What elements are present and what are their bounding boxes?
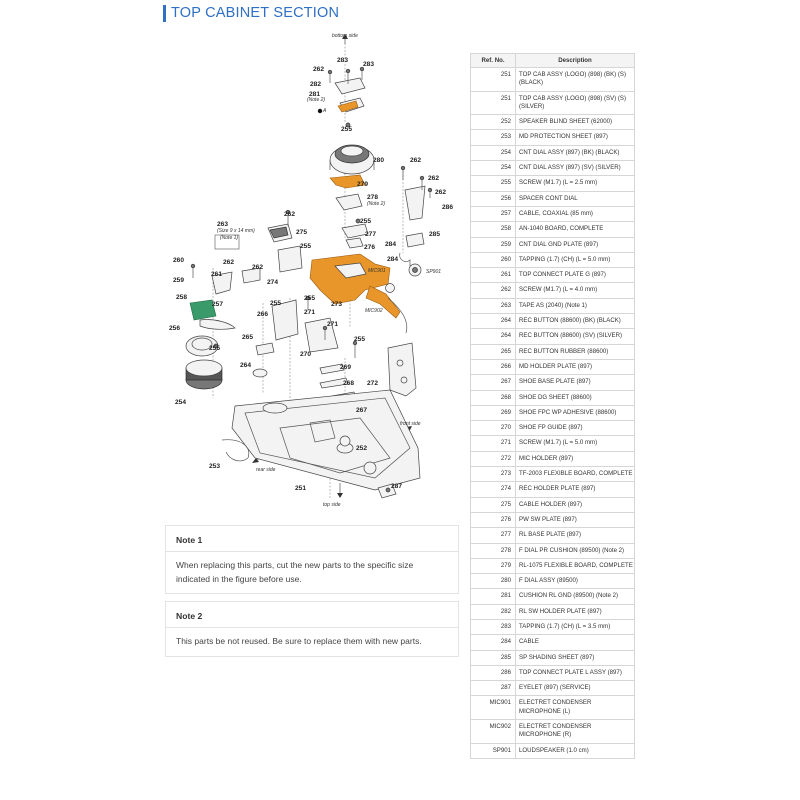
description-cell: CUSHION RL GND (89500) (Note 2) bbox=[516, 589, 635, 604]
table-row bbox=[471, 115, 635, 130]
description-cell: CNT DIAL GND PLATE (897) bbox=[516, 237, 635, 252]
label-rear-side: rear side bbox=[256, 467, 276, 473]
callout-264: 264 bbox=[240, 362, 252, 369]
description-cell: SPACER CONT DIAL bbox=[516, 191, 635, 206]
label-mic901: MIC901 bbox=[368, 268, 386, 274]
table-row bbox=[471, 237, 635, 252]
ref-number-cell: 254 bbox=[471, 145, 516, 160]
ref-number-cell: 264 bbox=[471, 314, 516, 329]
ref-number-cell: 265 bbox=[471, 344, 516, 359]
ref-number-cell: MIC902 bbox=[471, 720, 516, 744]
callout-265: 265 bbox=[242, 334, 254, 341]
ref-number-cell: 261 bbox=[471, 268, 516, 283]
description-cell: SCREW (M1.7) (L = 4.0 mm) bbox=[516, 283, 635, 298]
description-cell: TAPPING (1.7) (CH) (L = 5.0 mm) bbox=[516, 252, 635, 267]
ref-number-cell: MIC901 bbox=[471, 696, 516, 720]
table-row bbox=[471, 68, 635, 92]
callout-262: 262 bbox=[428, 175, 440, 182]
description-cell: SHOE FP GUIDE (897) bbox=[516, 421, 635, 436]
callout-255: 255 bbox=[354, 336, 366, 343]
ref-number-cell: 285 bbox=[471, 650, 516, 665]
description-cell: CNT DIAL ASSY (897) (BK) (BLACK) bbox=[516, 145, 635, 160]
label-mic902: MIC902 bbox=[365, 308, 383, 314]
note-2-text: This parts be not reused. Be sure to replace them with new parts. bbox=[176, 636, 422, 646]
table-row bbox=[471, 314, 635, 329]
note-1-text: When replacing this parts, cut the new parts to the specific size indicated in the figure before use. bbox=[176, 560, 414, 584]
description-cell: EYELET (897) (SERVICE) bbox=[516, 681, 635, 696]
description-cell: LOUDSPEAKER (1.0 cm) bbox=[516, 743, 635, 758]
table-row bbox=[471, 161, 635, 176]
callout-280: 280 bbox=[373, 157, 385, 164]
speaker-group bbox=[400, 166, 432, 276]
callout-276: 276 bbox=[364, 244, 376, 251]
label-note1: (Note 1) bbox=[220, 235, 239, 241]
callout-253: 253 bbox=[209, 463, 221, 470]
label-a-marker: A bbox=[323, 108, 327, 114]
rec-holder-group bbox=[191, 210, 302, 294]
table-row bbox=[471, 574, 635, 589]
note-1-title: Note 1 bbox=[166, 526, 458, 552]
ref-number-cell: 267 bbox=[471, 375, 516, 390]
callout-286: 286 bbox=[442, 204, 454, 211]
callout-271: 271 bbox=[327, 321, 339, 328]
callout-255: 255 bbox=[209, 345, 221, 352]
table-row bbox=[471, 359, 635, 374]
ref-number-cell: 264 bbox=[471, 329, 516, 344]
ref-number-cell: 283 bbox=[471, 619, 516, 634]
table-row bbox=[471, 268, 635, 283]
callout-262: 262 bbox=[223, 259, 235, 266]
note-2-box bbox=[165, 601, 459, 657]
callout-282: 282 bbox=[310, 81, 322, 88]
table-row bbox=[471, 176, 635, 191]
description-cell: F DIAL PR CUSHION (89500) (Note 2) bbox=[516, 543, 635, 558]
description-cell: REC HOLDER PLATE (897) bbox=[516, 482, 635, 497]
callout-275: 275 bbox=[296, 229, 308, 236]
callout-262: 262 bbox=[313, 66, 325, 73]
description-cell: SP SHADING SHEET (897) bbox=[516, 650, 635, 665]
table-row bbox=[471, 589, 635, 604]
callout-274: 274 bbox=[267, 279, 279, 286]
table-row bbox=[471, 191, 635, 206]
callout-281: 281 bbox=[309, 91, 321, 98]
top-cabinet bbox=[222, 390, 420, 490]
callout-269: 269 bbox=[340, 364, 352, 371]
table-row bbox=[471, 635, 635, 650]
callout-255: 255 bbox=[270, 300, 282, 307]
table-row bbox=[471, 91, 635, 115]
callout-272: 272 bbox=[367, 380, 379, 387]
description-cell: SHOE BASE PLATE (897) bbox=[516, 375, 635, 390]
callout-278: 278 bbox=[367, 194, 379, 201]
table-row bbox=[471, 650, 635, 665]
ref-number-cell: 258 bbox=[471, 222, 516, 237]
table-row bbox=[471, 436, 635, 451]
ref-number-cell: 270 bbox=[471, 421, 516, 436]
description-cell: RL BASE PLATE (897) bbox=[516, 528, 635, 543]
ref-number-cell: 279 bbox=[471, 558, 516, 573]
description-cell: TOP CAB ASSY (LOGO) (898) (BK) (S) (BLACK) bbox=[516, 68, 635, 92]
table-row bbox=[471, 451, 635, 466]
header-ref-no: Ref. No. bbox=[471, 54, 516, 68]
ref-number-cell: 284 bbox=[471, 635, 516, 650]
table-row bbox=[471, 528, 635, 543]
ref-number-cell: SP901 bbox=[471, 743, 516, 758]
ref-number-cell: 280 bbox=[471, 574, 516, 589]
table-row bbox=[471, 497, 635, 512]
callout-285: 285 bbox=[429, 231, 441, 238]
ref-number-cell: 259 bbox=[471, 237, 516, 252]
description-cell: REC BUTTON RUBBER (88600) bbox=[516, 344, 635, 359]
table-row bbox=[471, 482, 635, 497]
callout-270: 270 bbox=[300, 351, 312, 358]
description-cell: TAPPING (1.7) (CH) (L = 3.5 mm) bbox=[516, 619, 635, 634]
label-note2-b: (Note 2) bbox=[367, 201, 386, 207]
table-row bbox=[471, 720, 635, 744]
note-2-title: Note 2 bbox=[166, 602, 458, 628]
ref-number-cell: 255 bbox=[471, 176, 516, 191]
description-cell: SHOE DG SHEET (88600) bbox=[516, 390, 635, 405]
description-cell: CNT DIAL ASSY (897) (SV) (SILVER) bbox=[516, 161, 635, 176]
table-row bbox=[471, 743, 635, 758]
table-header-row bbox=[471, 54, 635, 68]
table-row bbox=[471, 619, 635, 634]
callout-254: 254 bbox=[175, 399, 187, 406]
ref-number-cell: 256 bbox=[471, 191, 516, 206]
description-cell: TF-2003 FLEXIBLE BOARD, COMPLETE bbox=[516, 467, 635, 482]
header-description: Description bbox=[516, 54, 635, 68]
callout-266: 266 bbox=[257, 311, 269, 318]
table-row bbox=[471, 512, 635, 527]
table-row bbox=[471, 344, 635, 359]
callout-273: 273 bbox=[331, 301, 343, 308]
ref-number-cell: 262 bbox=[471, 283, 516, 298]
description-cell: TOP CAB ASSY (LOGO) (898) (SV) (S) (SILVER) bbox=[516, 91, 635, 115]
ref-number-cell: 275 bbox=[471, 497, 516, 512]
table-row bbox=[471, 390, 635, 405]
description-cell: CABLE, COAXIAL (85 mm) bbox=[516, 206, 635, 221]
callout-258: 258 bbox=[176, 294, 188, 301]
table-row bbox=[471, 252, 635, 267]
description-cell: RL-1075 FLEXIBLE BOARD, COMPLETE bbox=[516, 558, 635, 573]
table-row bbox=[471, 130, 635, 145]
ref-number-cell: 277 bbox=[471, 528, 516, 543]
callout-284: 284 bbox=[385, 241, 397, 248]
ref-number-cell: 271 bbox=[471, 436, 516, 451]
label-size-note: (Size 9 x 14 mm) bbox=[217, 228, 255, 234]
callout-255: 255 bbox=[341, 126, 353, 133]
table-row bbox=[471, 329, 635, 344]
description-cell: TOP CONNECT PLATE G (897) bbox=[516, 268, 635, 283]
section-title bbox=[163, 4, 339, 22]
callout-271: 271 bbox=[304, 309, 316, 316]
callout-277: 277 bbox=[365, 231, 377, 238]
ref-number-cell: 273 bbox=[471, 467, 516, 482]
page-title: TOP CABINET SECTION bbox=[171, 5, 340, 21]
table-row bbox=[471, 696, 635, 720]
ref-number-cell: 287 bbox=[471, 681, 516, 696]
callout-268: 268 bbox=[343, 380, 355, 387]
callout-255: 255 bbox=[304, 295, 316, 302]
ref-number-cell: 252 bbox=[471, 115, 516, 130]
table-row bbox=[471, 681, 635, 696]
ref-number-cell: 251 bbox=[471, 91, 516, 115]
callout-252: 252 bbox=[356, 445, 368, 452]
table-row bbox=[471, 283, 635, 298]
description-cell: CABLE HOLDER (897) bbox=[516, 497, 635, 512]
label-sp901: SP901 bbox=[426, 269, 442, 275]
label-front-side: front side bbox=[400, 421, 421, 427]
ref-number-cell: 260 bbox=[471, 252, 516, 267]
callout-260: 260 bbox=[173, 257, 185, 264]
ref-number-cell: 286 bbox=[471, 665, 516, 680]
exploded-diagram bbox=[160, 28, 460, 520]
callout-262: 262 bbox=[284, 211, 296, 218]
label-bottom-side: bottom side bbox=[332, 33, 358, 39]
ref-number-cell: 276 bbox=[471, 512, 516, 527]
ref-number-cell: 281 bbox=[471, 589, 516, 604]
callout-279: 279 bbox=[357, 181, 369, 188]
description-cell: ELECTRET CONDENSER MICROPHONE (R) bbox=[516, 720, 635, 744]
mic-holder bbox=[388, 343, 416, 396]
callout-267: 267 bbox=[356, 407, 368, 414]
description-cell: TAPE AS (2040) (Note 1) bbox=[516, 298, 635, 313]
ref-number-cell: 263 bbox=[471, 298, 516, 313]
label-note2-a: (Note 2) bbox=[307, 97, 326, 103]
description-cell: SCREW (M1.7) (L = 5.0 mm) bbox=[516, 436, 635, 451]
ref-number-cell: 253 bbox=[471, 130, 516, 145]
table-row bbox=[471, 543, 635, 558]
callout-263: 263 bbox=[217, 221, 229, 228]
table-row bbox=[471, 665, 635, 680]
callout-251: 251 bbox=[295, 485, 307, 492]
callout-287: 287 bbox=[391, 483, 403, 490]
callout-259: 259 bbox=[173, 277, 185, 284]
note-1-box bbox=[165, 525, 459, 594]
table-row bbox=[471, 604, 635, 619]
callout-283: 283 bbox=[337, 57, 349, 64]
title-accent-bar bbox=[163, 5, 166, 22]
callout-255: 255 bbox=[300, 243, 312, 250]
parts-table-body bbox=[471, 68, 635, 759]
label-top-side: top side bbox=[323, 502, 341, 508]
callout-255: 255 bbox=[360, 218, 372, 225]
description-cell: F DIAL ASSY (89500) bbox=[516, 574, 635, 589]
description-cell: ELECTRET CONDENSER MICROPHONE (L) bbox=[516, 696, 635, 720]
table-row bbox=[471, 421, 635, 436]
description-cell: SHOE FPC WP ADHESIVE (88600) bbox=[516, 405, 635, 420]
callout-283: 283 bbox=[363, 61, 375, 68]
table-row bbox=[471, 405, 635, 420]
description-cell: SPEAKER BLIND SHEET (62000) bbox=[516, 115, 635, 130]
description-cell: PW SW PLATE (897) bbox=[516, 512, 635, 527]
description-cell: MD HOLDER PLATE (897) bbox=[516, 359, 635, 374]
table-row bbox=[471, 222, 635, 237]
table-row bbox=[471, 558, 635, 573]
ref-number-cell: 278 bbox=[471, 543, 516, 558]
parts-table bbox=[470, 53, 635, 759]
ref-number-cell: 282 bbox=[471, 604, 516, 619]
callout-262: 262 bbox=[435, 189, 447, 196]
description-cell: MD PROTECTION SHEET (897) bbox=[516, 130, 635, 145]
ref-number-cell: 251 bbox=[471, 68, 516, 92]
ref-number-cell: 257 bbox=[471, 206, 516, 221]
ref-number-cell: 254 bbox=[471, 161, 516, 176]
description-cell: REC BUTTON (88600) (BK) (BLACK) bbox=[516, 314, 635, 329]
callout-262: 262 bbox=[410, 157, 422, 164]
description-cell: AN-1040 BOARD, COMPLETE bbox=[516, 222, 635, 237]
description-cell: SCREW (M1.7) (L = 2.5 mm) bbox=[516, 176, 635, 191]
table-row bbox=[471, 298, 635, 313]
ref-number-cell: 266 bbox=[471, 359, 516, 374]
callout-261: 261 bbox=[211, 271, 223, 278]
description-cell: MIC HOLDER (897) bbox=[516, 451, 635, 466]
ref-number-cell: 268 bbox=[471, 390, 516, 405]
ref-number-cell: 274 bbox=[471, 482, 516, 497]
table-row bbox=[471, 206, 635, 221]
table-row bbox=[471, 467, 635, 482]
description-cell: TOP CONNECT PLATE L ASSY (897) bbox=[516, 665, 635, 680]
callout-284: 284 bbox=[387, 256, 399, 263]
callout-262: 262 bbox=[252, 264, 264, 271]
table-row bbox=[471, 145, 635, 160]
callout-257: 257 bbox=[212, 301, 224, 308]
ref-number-cell: 269 bbox=[471, 405, 516, 420]
ref-number-cell: 272 bbox=[471, 451, 516, 466]
description-cell: RL SW HOLDER PLATE (897) bbox=[516, 604, 635, 619]
callout-256: 256 bbox=[169, 325, 181, 332]
description-cell: CABLE bbox=[516, 635, 635, 650]
description-cell: REC BUTTON (88600) (SV) (SILVER) bbox=[516, 329, 635, 344]
table-row bbox=[471, 375, 635, 390]
